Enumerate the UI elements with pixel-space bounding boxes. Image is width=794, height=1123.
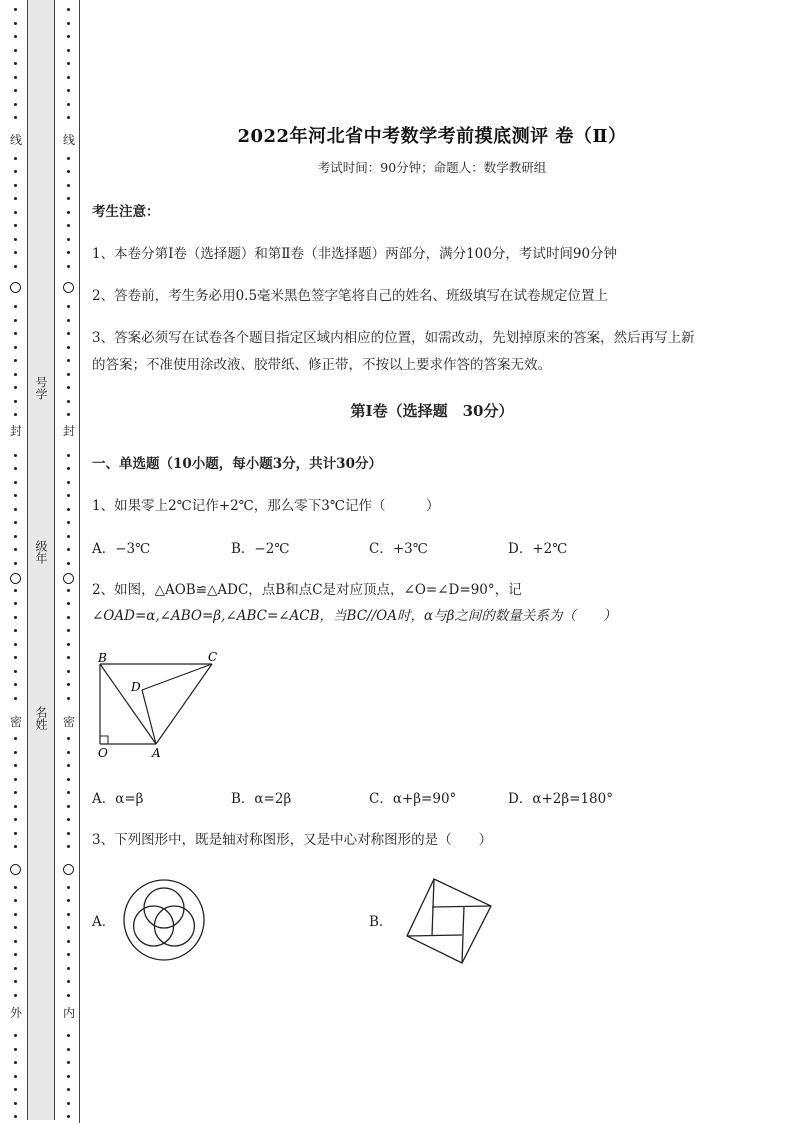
notice-item: 3、答案必须写在试卷各个题目指定区域内相应的位置，如需改动，先划掉原来的答案，然后再写上新 [92, 330, 695, 346]
seal-dot [14, 994, 17, 997]
seal-circle-icon [10, 864, 21, 875]
tilted-square-figure [404, 874, 498, 968]
seal-dot [14, 521, 17, 524]
seal-dot [67, 1102, 70, 1105]
seal-dot [67, 953, 70, 956]
seal-dot [67, 211, 70, 214]
seal-mark-inner: 内 [62, 1006, 75, 1020]
notice-item: 的答案；不准使用涂改液、胶带纸、修正带，不按以上要求作答的答案无效。 [92, 357, 551, 373]
name-label: 名姓 [34, 706, 48, 730]
seal-dot [67, 89, 70, 92]
seal-dot [14, 1075, 17, 1078]
seal-dot [14, 49, 17, 52]
seal-dot [14, 400, 17, 403]
seal-dot [14, 413, 17, 416]
seal-dot [14, 481, 17, 484]
seal-dot [67, 589, 70, 592]
seal-dot [67, 319, 70, 322]
seal-dot [67, 656, 70, 659]
question-2-option-a: A．α=β [92, 791, 144, 807]
seal-dot [67, 832, 70, 835]
seal-dot [67, 616, 70, 619]
seal-dot [67, 697, 70, 700]
seal-dot [14, 845, 17, 848]
student-id-label: 号学 [34, 376, 48, 400]
seal-dot [14, 508, 17, 511]
seal-circle-icon [63, 864, 74, 875]
seal-dot [14, 76, 17, 79]
seal-mark-seal: 封 [62, 424, 75, 438]
seal-dot [14, 494, 17, 497]
seal-dot [14, 1048, 17, 1051]
seal-dot [67, 184, 70, 187]
seal-mark-seal: 封 [9, 424, 22, 438]
outer-seal-line [9, 0, 23, 1123]
point-label-a: A [152, 746, 161, 760]
seal-dot [14, 643, 17, 646]
grade-label: 级年 [34, 540, 48, 564]
point-label-d: D [131, 680, 141, 694]
seal-dot [67, 602, 70, 605]
seal-circle-icon [63, 573, 74, 584]
seal-dot [14, 22, 17, 25]
seal-dot [14, 670, 17, 673]
seal-dot [14, 980, 17, 983]
seal-dot [67, 562, 70, 565]
seal-dot [67, 305, 70, 308]
seal-dot [67, 359, 70, 362]
seal-dot [67, 400, 70, 403]
seal-dot [67, 670, 70, 673]
seal-circle-icon [63, 282, 74, 293]
seal-dot [14, 373, 17, 376]
seal-dot [67, 845, 70, 848]
seal-dot [14, 805, 17, 808]
seal-dot [67, 764, 70, 767]
seal-dot [67, 1115, 70, 1118]
seal-dot [67, 886, 70, 889]
question-2-option-c: C．α+β=90° [369, 791, 457, 807]
seal-dot [14, 683, 17, 686]
seal-dot [67, 35, 70, 38]
notice-item: 2、答卷前，考生务必用0.5毫米黑色签字笔将自己的姓名、班级填写在试卷规定位置上 [92, 288, 609, 304]
seal-dot [67, 413, 70, 416]
seal-dot [14, 224, 17, 227]
seal-dot [14, 562, 17, 565]
seal-mark-secret: 密 [62, 715, 75, 729]
seal-dot [67, 508, 70, 511]
seal-dot [67, 467, 70, 470]
seal-dot [67, 994, 70, 997]
seal-dot [67, 197, 70, 200]
seal-dot [14, 346, 17, 349]
question-3-stem: 3、下列图形中，既是轴对称图形，又是中心对称图形的是（ ） [92, 832, 493, 848]
seal-dot [14, 265, 17, 268]
seal-dot [14, 211, 17, 214]
binding-rule [79, 0, 80, 1123]
question-2-stem-line1: 2、如图，△AOB≌△ADC，点B和点C是对应顶点，∠O=∠D=90°，记 [92, 582, 522, 598]
seal-mark-outer: 外 [9, 1006, 22, 1020]
seal-dot [67, 386, 70, 389]
seal-dot [67, 49, 70, 52]
seal-dot [67, 481, 70, 484]
seal-dot [67, 224, 70, 227]
seal-dot [14, 791, 17, 794]
exam-subtitle: 考试时间：90分钟；命题人：数学教研组 [317, 160, 547, 175]
inner-seal-line [62, 0, 76, 1123]
seal-dot [67, 629, 70, 632]
seal-dot [14, 319, 17, 322]
seal-dot [14, 697, 17, 700]
seal-dot [67, 1061, 70, 1064]
seal-dot [67, 62, 70, 65]
seal-dot [14, 832, 17, 835]
seal-dot [14, 737, 17, 740]
seal-dot [14, 940, 17, 943]
seal-dot [67, 899, 70, 902]
section-title: 第Ⅰ卷（选择题 30分） [350, 402, 514, 420]
seal-dot [14, 116, 17, 119]
question-2-figure [92, 645, 232, 760]
segment-ca [156, 664, 212, 744]
seal-dot [67, 170, 70, 173]
seal-dot [14, 1088, 17, 1091]
segment-ba [100, 664, 156, 744]
question-3-option-a: A． [92, 914, 116, 930]
question-1-option-d: D．+2℃ [508, 541, 568, 557]
seal-dot [14, 467, 17, 470]
seal-dot [14, 1034, 17, 1037]
seal-dot [67, 737, 70, 740]
seal-dot [14, 251, 17, 254]
seal-dot [67, 373, 70, 376]
question-2-option-d: D．α+2β=180° [508, 791, 613, 807]
seal-dot [67, 1048, 70, 1051]
seal-dot [67, 1034, 70, 1037]
seal-dot [14, 886, 17, 889]
seal-dot [14, 629, 17, 632]
seal-dot [14, 1115, 17, 1118]
seal-dot [14, 616, 17, 619]
seal-dot [14, 1102, 17, 1105]
seal-dot [14, 1061, 17, 1064]
seal-dot [14, 967, 17, 970]
seal-dot [67, 791, 70, 794]
seal-dot [14, 535, 17, 538]
seal-dot [14, 103, 17, 106]
right-angle-mark [100, 736, 108, 744]
seal-dot [67, 926, 70, 929]
binding-margin [0, 0, 82, 1123]
seal-dot [67, 778, 70, 781]
seal-dot [14, 305, 17, 308]
point-label-c: C [208, 650, 218, 664]
seal-dot [67, 76, 70, 79]
seal-dot [14, 359, 17, 362]
seal-dot [14, 89, 17, 92]
seal-dot [14, 926, 17, 929]
seal-dot [67, 265, 70, 268]
seal-dot [14, 818, 17, 821]
seal-dot [67, 967, 70, 970]
seal-dot [67, 454, 70, 457]
point-label-b: B [98, 651, 107, 665]
seal-mark-line: 线 [62, 133, 75, 147]
seal-dot [67, 346, 70, 349]
seal-dot [14, 589, 17, 592]
seal-dot [14, 386, 17, 389]
seal-dot [14, 238, 17, 241]
page-title: 2022年河北省中考数学考前摸底测评 卷（Ⅱ） [237, 126, 627, 147]
trefoil-circle-figure [120, 876, 210, 966]
seal-dot [67, 913, 70, 916]
seal-dot [67, 251, 70, 254]
part-heading: 一、单选题（10小题，每小题3分，共计30分） [92, 456, 382, 472]
seal-dot [14, 656, 17, 659]
seal-dot [14, 35, 17, 38]
question-3-option-b: B． [369, 914, 393, 930]
seal-dot [67, 1088, 70, 1091]
seal-dot [67, 818, 70, 821]
seal-dot [14, 953, 17, 956]
seal-dot [14, 62, 17, 65]
question-1-option-b: B．−2℃ [231, 541, 290, 557]
seal-dot [67, 535, 70, 538]
notice-item: 1、本卷分第Ⅰ卷（选择题）和第Ⅱ卷（非选择题）两部分，满分100分，考试时间90分钟 [92, 246, 618, 262]
seal-circle-icon [10, 573, 21, 584]
point-label-o: O [98, 746, 108, 760]
seal-mark-secret: 密 [9, 715, 22, 729]
seal-dot [67, 683, 70, 686]
seal-dot [67, 332, 70, 335]
segment-cd [142, 664, 212, 690]
seal-dot [67, 521, 70, 524]
seal-dot [14, 548, 17, 551]
seal-mark-line: 线 [9, 133, 22, 147]
seal-dot [67, 157, 70, 160]
seal-circle-icon [10, 282, 21, 293]
seal-dot [14, 751, 17, 754]
seal-dot [67, 643, 70, 646]
seal-dot [14, 8, 17, 11]
seal-dot [14, 602, 17, 605]
seal-dot [67, 22, 70, 25]
seal-dot [14, 764, 17, 767]
seal-dot [14, 778, 17, 781]
seal-dot [67, 548, 70, 551]
seal-dot [14, 184, 17, 187]
seal-dot [67, 238, 70, 241]
question-1-option-c: C．+3℃ [369, 541, 428, 557]
question-1-stem: 1、如果零上2℃记作+2℃，那么零下3℃记作（ ） [92, 498, 440, 514]
seal-dot [67, 116, 70, 119]
seal-dot [67, 1075, 70, 1078]
seal-dot [14, 913, 17, 916]
seal-dot [14, 454, 17, 457]
question-1-option-a: A．−3℃ [92, 541, 151, 557]
segment-da [142, 690, 156, 744]
seal-dot [67, 980, 70, 983]
question-2-option-b: B．α=2β [231, 791, 292, 807]
seal-dot [67, 751, 70, 754]
notice-heading: 考生注意： [92, 204, 160, 220]
seal-dot [14, 899, 17, 902]
seal-dot [14, 170, 17, 173]
seal-dot [67, 494, 70, 497]
seal-dot [67, 8, 70, 11]
seal-dot [14, 332, 17, 335]
seal-dot [67, 940, 70, 943]
question-2-stem-line2: ∠OAD=α,∠ABO=β,∠ABC=∠ACB，当BC//OA时，α与β之间的数量关系为（ ） [92, 608, 617, 624]
seal-dot [14, 157, 17, 160]
seal-dot [67, 805, 70, 808]
seal-dot [67, 103, 70, 106]
seal-dot [14, 197, 17, 200]
